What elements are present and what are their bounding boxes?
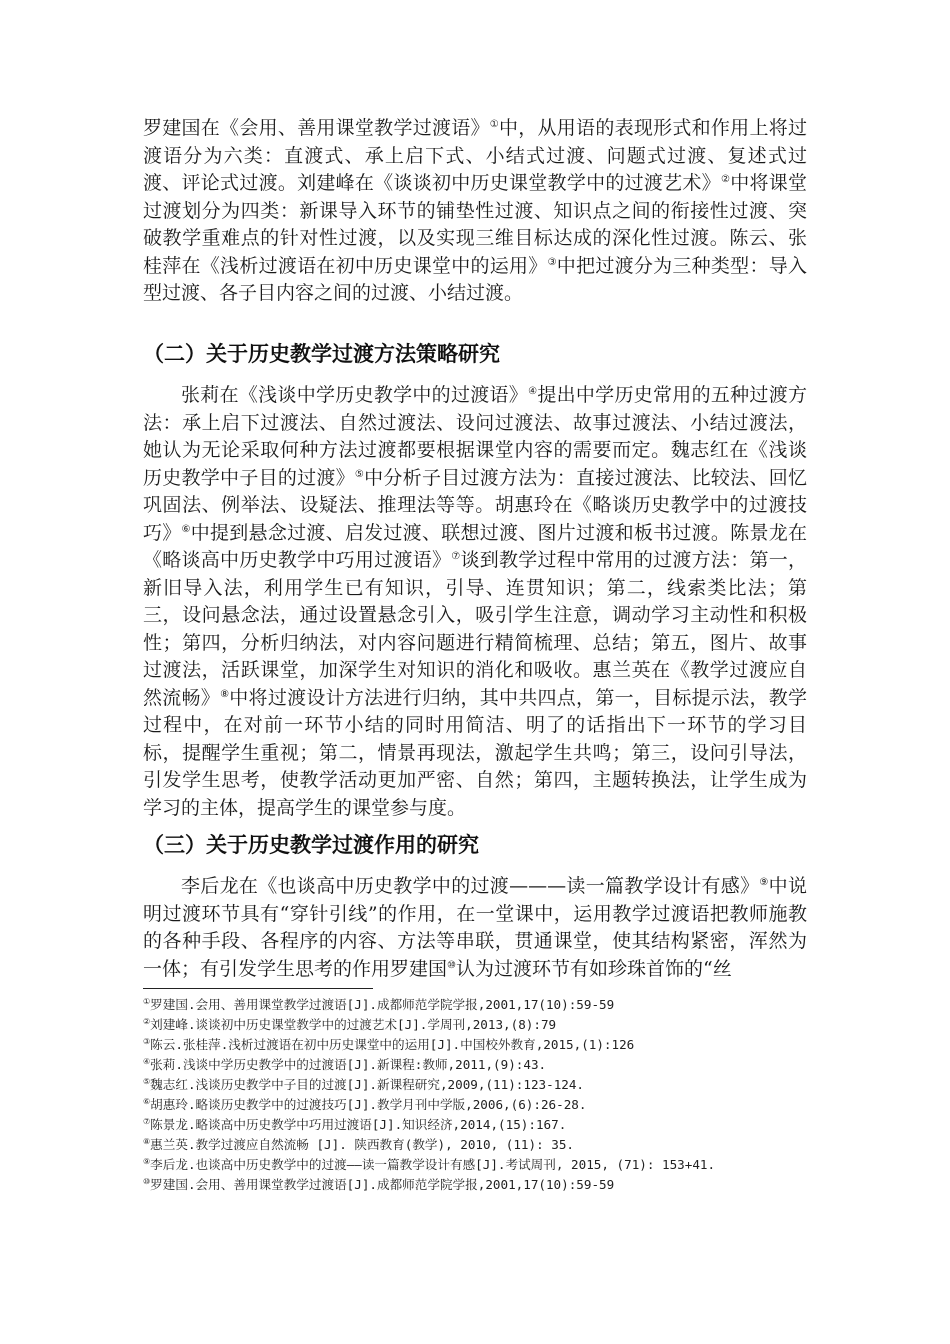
footnote-text: 罗建国.会用、善用课堂教学过渡语[J].成都师范学院学报,2001,17(10):59-59 [150, 997, 615, 1012]
section-heading-methods: （二）关于历史教学过渡方法策略研究 [143, 342, 500, 366]
paragraph-text: 张莉在《浅谈中学历史教学中的过渡语》 [181, 384, 529, 406]
footnote-mark: ⑨ [143, 1157, 151, 1166]
footnote-text: 李后龙.也谈高中历史教学中的过渡——读一篇教学设计有感[J].考试周刊, 2015, (71): 153+41. [150, 1157, 716, 1172]
footnote-item [143, 1055, 815, 1075]
paragraph-text: 罗建国在《会用、善用课堂教学过渡语》 [143, 117, 490, 139]
section-heading-effects: （三）关于历史教学过渡作用的研究 [143, 833, 479, 857]
paragraph-transition-effects [143, 873, 807, 983]
footnote-ref-5[interactable]: ⑤ [354, 468, 365, 480]
paragraph-text: 谈到教学过程中常用的过渡方法：第一，新旧导入法，利用学生已有知识，引导、连贯知识；第二，线索类比法；第三，设问悬念法，通过设置悬念引入，吸引学生注意，调动学习主动性和积极性；第四，分析归纳法，对内容问题进行精简梳理、总结；第五，图片、故事过渡法，活跃课堂，加深学生对知识的消化和吸收。惠兰英在《教学过渡应自然流畅》 [143, 549, 807, 709]
paragraph-transition-types [143, 115, 807, 308]
paragraph-text: 李后龙在《也谈高中历史教学中的过渡———读一篇教学设计有感》 [181, 875, 760, 897]
footnote-mark: ⑦ [143, 1117, 151, 1126]
footnote-text: 胡惠玲.略谈历史教学中的过渡技巧[J].教学月刊中学版,2006,(6):26-28. [150, 1097, 587, 1112]
footnote-text: 刘建峰.谈谈初中历史课堂教学中的过渡艺术[J].学周刊,2013,(8):79 [150, 1017, 557, 1032]
footnote-mark: ⑩ [143, 1177, 151, 1186]
paragraph-text: 中将课堂过渡划分为四类：新课导入环节的铺垫性过渡、知识点之间的衔接性过渡、突破教学重难点的针对性过渡，以及实现三维目标达成的深化性过渡。陈云、张桂萍在《浅析过渡语在初中历史课堂中的运用》 [143, 172, 807, 277]
paragraph-text: 中说明过渡环节具有“穿针引线”的作用，在一堂课中，运用教学过渡语把教师施教的各种手段、各程序的内容、方法等串联，贯通课堂，使其结构紧密，浑然为一体；有引发学生思考的作用罗建国 [143, 875, 807, 980]
paragraph-text: 中将过渡设计方法进行归纳，其中共四点，第一，目标提示法，教学过程中，在对前一环节小结的同时用简洁、明了的话指出下一环节的学习目标，提醒学生重视；第二，情景再现法，激起学生共鸣；第三，设问引导法，引发学生思考，使教学活动更加严密、自然；第四，主题转换法，让学生成为学习的主体，提高学生的课堂参与度。 [143, 686, 807, 819]
paragraph-text: 中分析子目过渡方法为：直接过渡法、比较法、回忆巩固法、例举法、设疑法、推理法等等。胡惠玲在《略谈历史教学中的过渡技巧》 [143, 466, 807, 544]
footnote-text: 罗建国.会用、善用课堂教学过渡语[J].成都师范学院学报,2001,17(10):59-59 [150, 1177, 615, 1192]
footnote-item [143, 1015, 815, 1035]
footnote-ref-6[interactable]: ⑥ [181, 523, 191, 535]
footnote-mark: ① [143, 997, 151, 1006]
paragraph-text: 提出中学历史常用的五种过渡方法：承上启下过渡法、自然过渡法、设问过渡法、故事过渡法、小结过渡法，她认为无论采取何种方法过渡都要根据课堂内容的需要而定。魏志红在《浅谈历史教学中子目的过渡》 [143, 384, 807, 489]
footnote-item [143, 1175, 815, 1195]
paragraph-transition-methods [143, 382, 807, 822]
footnote-item [143, 1035, 815, 1055]
footnote-mark: ④ [143, 1057, 151, 1066]
footnote-ref-9[interactable]: ⑨ [759, 877, 769, 888]
footnote-mark: ⑥ [143, 1097, 151, 1106]
footnote-ref-2[interactable]: ② [720, 174, 731, 185]
footnote-text: 张莉.浅谈中学历史教学中的过渡语[J].新课程:教师,2011,(9):43. [150, 1057, 547, 1072]
footnote-mark: ② [143, 1017, 151, 1026]
footnote-ref-3[interactable]: ③ [547, 256, 557, 268]
footnote-mark: ③ [143, 1037, 151, 1046]
footnotes-list [143, 995, 815, 1195]
footnote-ref-1[interactable]: ① [489, 119, 499, 130]
paragraph-text: 认为过渡环节有如珍珠首饰的“丝 [455, 957, 732, 980]
footnote-item [143, 1155, 815, 1175]
footnote-item [143, 1115, 815, 1135]
footnote-ref-4[interactable]: ④ [528, 386, 538, 397]
footnote-item [143, 1135, 815, 1155]
paragraph-text: 中把过渡分为三种类型：导入型过渡、各子目内容之间的过渡、小结过渡。 [143, 254, 807, 304]
footnote-ref-10[interactable]: ⑩ [447, 959, 456, 971]
paragraph-text: 中提到悬念过渡、启发过渡、联想过渡、图片过渡和板书过渡。陈景龙在《略谈高中历史教学中巧用过渡语》 [143, 521, 807, 571]
footnote-text: 陈景龙.略谈高中历史教学中巧用过渡语[J].知识经济,2014,(15):167. [150, 1117, 567, 1132]
footnote-ref-8[interactable]: ⑧ [220, 688, 230, 700]
footnote-text: 惠兰英.教学过渡应自然流畅 [J]. 陕西教育(教学), 2010, (11): 35. [150, 1137, 574, 1152]
footnote-text: 陈云.张桂萍.浅析过渡语在初中历史课堂中的运用[J].中国校外教育,2015,(1):126 [150, 1037, 635, 1052]
footnote-mark: ⑤ [143, 1077, 151, 1086]
footnote-text: 魏志红.浅谈历史教学中子目的过渡[J].新课程研究,2009,(11):123-124. [150, 1077, 585, 1092]
footnote-item [143, 1075, 815, 1095]
footnote-item [143, 995, 815, 1015]
footnote-item [143, 1095, 815, 1115]
paragraph-text: 中，从用语的表现形式和作用上将过渡语分为六类：直渡式、承上启下式、小结式过渡、问题式过渡、复述式过渡、评论式过渡。刘建峰在《谈谈初中历史课堂教学中的过渡艺术》 [143, 117, 807, 194]
footnote-mark: ⑧ [143, 1137, 151, 1146]
footnote-divider [143, 988, 373, 989]
footnote-ref-7[interactable]: ⑦ [451, 551, 461, 562]
